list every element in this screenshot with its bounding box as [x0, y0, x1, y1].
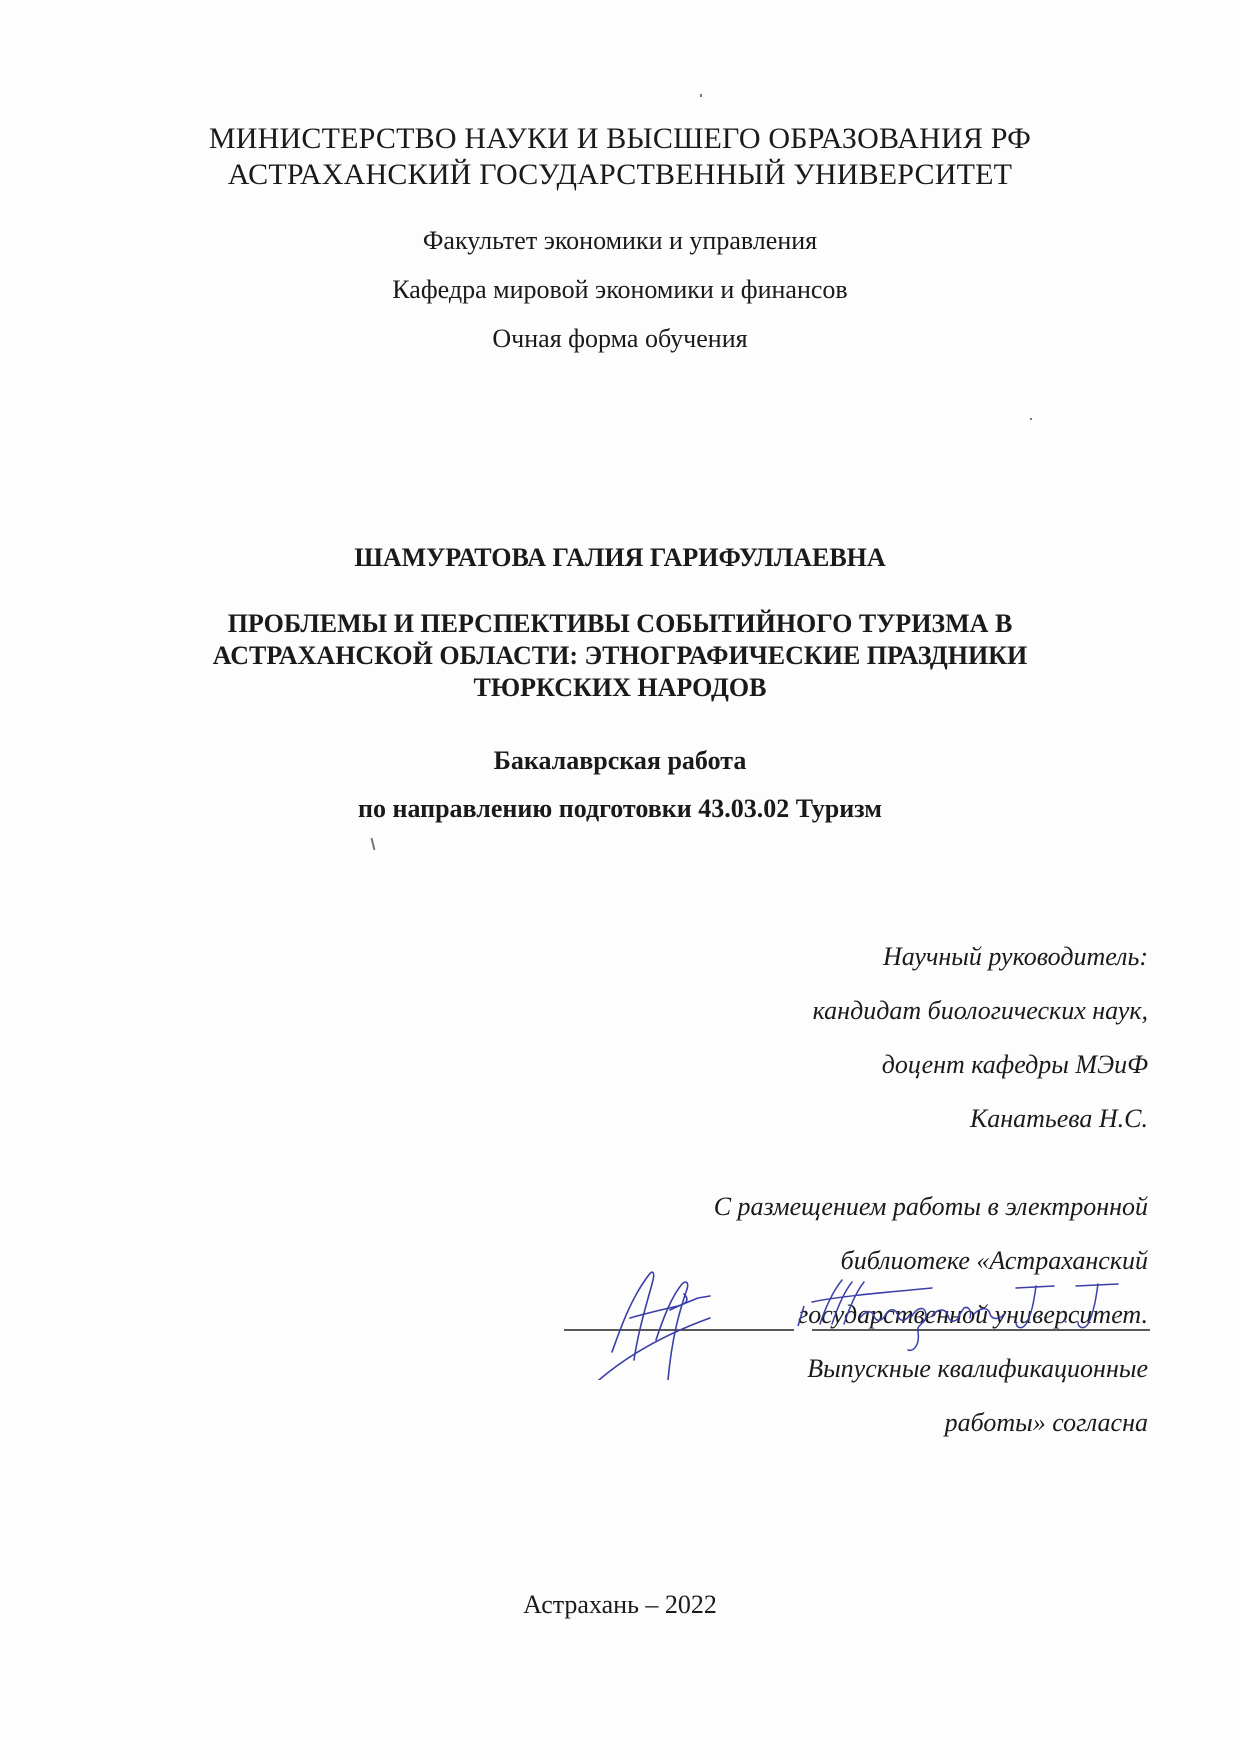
consent-line: Выпускные квалификационные: [807, 1354, 1148, 1383]
thesis-title-line: ТЮРКСКИХ НАРОДОВ: [473, 673, 767, 702]
supervisor-label: Научный руководитель:: [882, 942, 1148, 971]
work-type: Бакалаврская работа: [493, 746, 747, 775]
direction-line: по направлению подготовки 43.03.02 Туризм: [358, 794, 882, 823]
consent-line: С размещением работы в электронной: [713, 1192, 1148, 1221]
university-heading: АСТРАХАНСКИЙ ГОСУДАРСТВЕННЫЙ УНИВЕРСИТЕТ: [227, 158, 1013, 191]
thesis-title-line: ПРОБЛЕМЫ И ПЕРСПЕКТИВЫ СОБЫТИЙНОГО ТУРИЗМА В: [227, 609, 1013, 638]
city-year: Астрахань – 2022: [523, 1590, 717, 1619]
scan-speck: [371, 838, 376, 850]
consent-line: государственной университет.: [798, 1300, 1148, 1329]
thesis-title: [150, 608, 1090, 704]
ministry-heading: МИНИСТЕРСТВО НАУКИ И ВЫСШЕГО ОБРАЗОВАНИЯ РФ: [208, 122, 1032, 155]
supervisor-name: Канатьева Н.С.: [969, 1104, 1148, 1133]
scan-speck: [700, 94, 702, 97]
scan-speck: [1030, 418, 1032, 420]
faculty-line: Факультет экономики и управления: [422, 226, 818, 255]
signature-area: [560, 1240, 1160, 1380]
supervisor-degree: кандидат биологических наук,: [812, 996, 1148, 1025]
supervisor-block: [548, 930, 1148, 1146]
signature-scribble-right: [812, 1280, 1118, 1350]
signature-scribble-left: [590, 1272, 710, 1380]
thesis-title-line: АСТРАХАНСКОЙ ОБЛАСТИ: ЭТНОГРАФИЧЕСКИЕ ПРАЗДНИКИ: [212, 641, 1028, 670]
study-form-line: Очная форма обучения: [492, 324, 748, 353]
consent-line: библиотеке «Астраханский: [840, 1246, 1148, 1275]
department-line: Кафедра мировой экономики и финансов: [392, 275, 848, 304]
consent-line: работы» согласна: [944, 1408, 1148, 1437]
author-name: ШАМУРАТОВА ГАЛИЯ ГАРИФУЛЛАЕВНА: [354, 543, 886, 572]
supervisor-position: доцент кафедры МЭиФ: [881, 1050, 1148, 1079]
signature-separator: [798, 1306, 804, 1326]
